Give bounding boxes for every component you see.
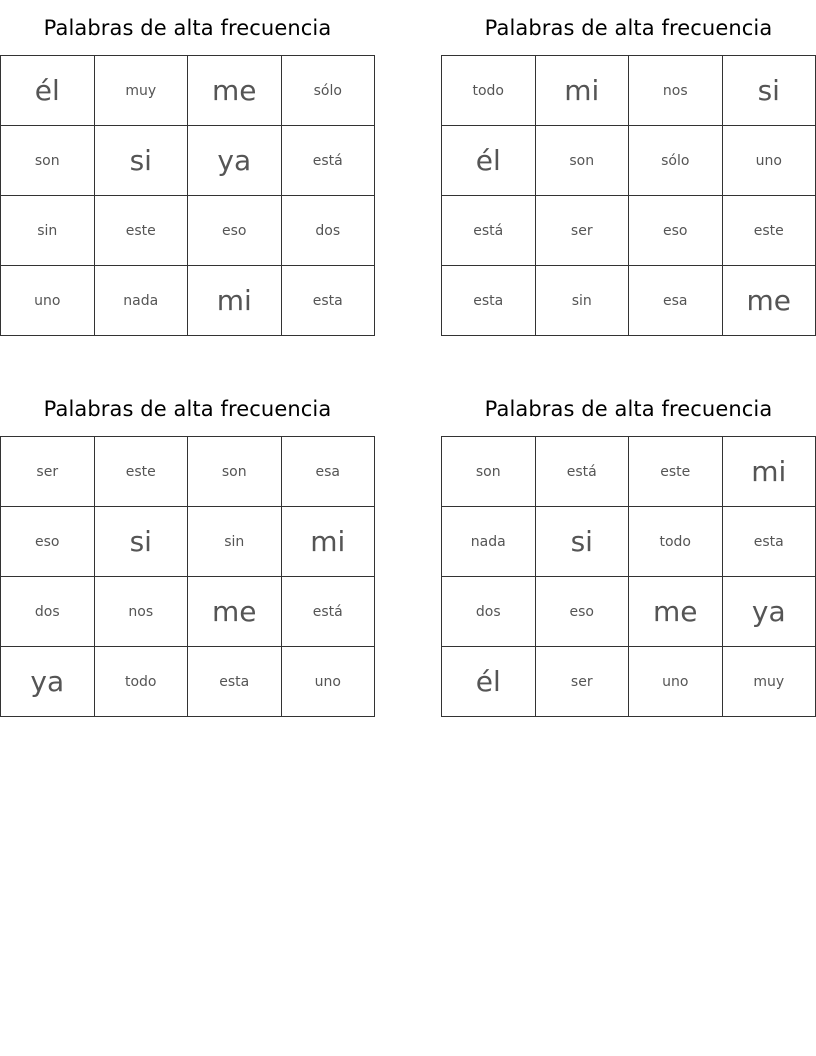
word-grid [0, 55, 375, 336]
word-cell: sólo [282, 56, 376, 126]
card-title: Palabras de alta frecuencia [484, 16, 773, 40]
word-cell: todo [629, 507, 723, 577]
bingo-card-1 [0, 0, 375, 336]
word-cell: este [95, 437, 189, 507]
word-cell: está [282, 126, 376, 196]
word-cell: dos [442, 577, 536, 647]
word-grid [0, 436, 375, 717]
bingo-card-4 [441, 381, 816, 717]
word-cell: esa [282, 437, 376, 507]
word-cell: ya [1, 647, 95, 717]
word-cell: uno [1, 266, 95, 336]
word-cell: él [442, 126, 536, 196]
word-cell: son [188, 437, 282, 507]
word-cell: sin [1, 196, 95, 266]
word-cell: dos [1, 577, 95, 647]
word-cell: uno [723, 126, 816, 196]
word-cell: está [536, 437, 630, 507]
word-cell: muy [95, 56, 189, 126]
card-title: Palabras de alta frecuencia [43, 16, 332, 40]
word-cell: esta [442, 266, 536, 336]
word-cell: este [629, 437, 723, 507]
word-cell: mi [536, 56, 630, 126]
word-cell: él [442, 647, 536, 717]
word-cell: si [723, 56, 816, 126]
word-cell: me [723, 266, 816, 336]
word-cell: mi [723, 437, 816, 507]
word-cell: este [723, 196, 816, 266]
word-grid [441, 436, 816, 717]
word-cell: nos [629, 56, 723, 126]
word-cell: son [442, 437, 536, 507]
word-cell: ya [188, 126, 282, 196]
card-title: Palabras de alta frecuencia [43, 397, 332, 421]
word-cell: está [282, 577, 376, 647]
word-cell: nada [95, 266, 189, 336]
word-cell: uno [629, 647, 723, 717]
word-cell: este [95, 196, 189, 266]
word-cell: me [188, 577, 282, 647]
word-cell: ser [1, 437, 95, 507]
word-cell: todo [95, 647, 189, 717]
word-cell: eso [536, 577, 630, 647]
word-cell: si [536, 507, 630, 577]
word-cell: me [188, 56, 282, 126]
card-title: Palabras de alta frecuencia [484, 397, 773, 421]
word-cell: mi [188, 266, 282, 336]
word-cell: sólo [629, 126, 723, 196]
word-cell: sin [536, 266, 630, 336]
word-cell: mi [282, 507, 376, 577]
word-cell: él [1, 56, 95, 126]
word-cell: ser [536, 647, 630, 717]
word-cell: son [1, 126, 95, 196]
word-cell: eso [1, 507, 95, 577]
word-cell: muy [723, 647, 816, 717]
bingo-card-3 [0, 381, 375, 717]
word-cell: esta [723, 507, 816, 577]
word-cell: sin [188, 507, 282, 577]
word-cell: uno [282, 647, 376, 717]
word-cell: si [95, 126, 189, 196]
word-cell: son [536, 126, 630, 196]
bingo-card-2 [441, 0, 816, 336]
word-cell: nada [442, 507, 536, 577]
word-cell: está [442, 196, 536, 266]
word-cell: esta [282, 266, 376, 336]
word-cell: si [95, 507, 189, 577]
word-cell: esta [188, 647, 282, 717]
word-cell: eso [629, 196, 723, 266]
word-cell: todo [442, 56, 536, 126]
word-grid [441, 55, 816, 336]
word-cell: nos [95, 577, 189, 647]
word-cell: eso [188, 196, 282, 266]
word-cell: esa [629, 266, 723, 336]
word-cell: ser [536, 196, 630, 266]
word-cell: dos [282, 196, 376, 266]
word-cell: ya [723, 577, 816, 647]
word-cell: me [629, 577, 723, 647]
